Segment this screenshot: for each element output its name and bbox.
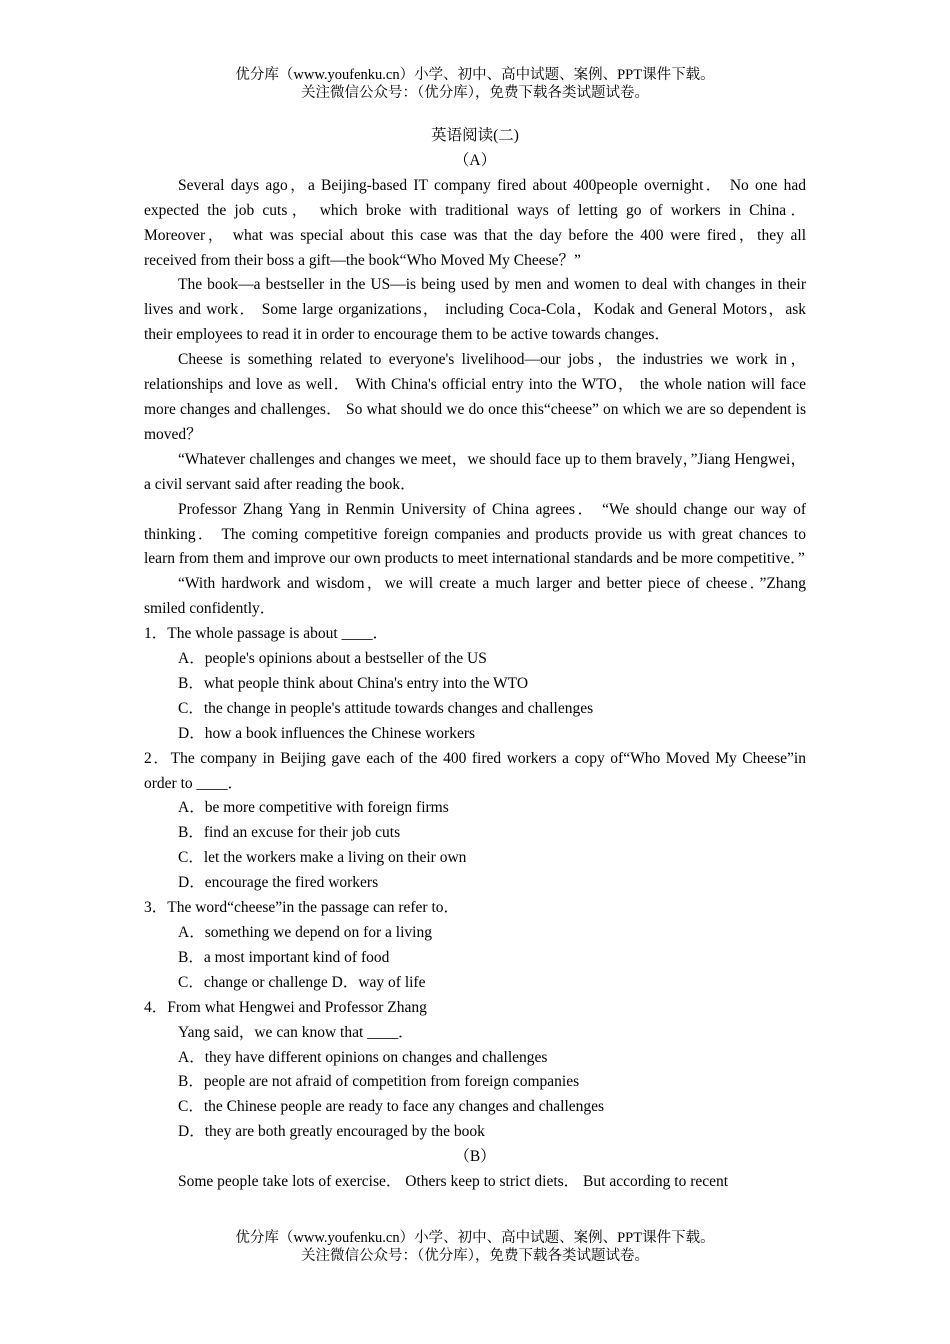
passage-paragraph: Professor Zhang Yang in Renmin University of China agrees． “We should change our way of thinking． The coming competitive foreign companies and products provide us with great chances to learn from them and improve our own products to meet international standards and be more competitive．”	[144, 500, 806, 568]
question-3-stem: 3．The word“cheese”in the passage can refer to．	[144, 899, 460, 917]
page-title: 英语阅读(二)	[431, 127, 519, 144]
footer-line-1: 优分库（www.youfenku.cn）小学、初中、高中试题、案例、PPT课件下载。	[235, 1230, 715, 1246]
question-4-option-c: C．the Chinese people are ready to face any changes and challenges	[178, 1098, 605, 1116]
footer-line-2: 关注微信公众号：（优分库），免费下载各类试题试卷。	[301, 1248, 649, 1264]
question-3-option-b: B．a most important kind of food	[178, 948, 390, 966]
question-1-option-c: C．the change in people's attitude towards changes and challenges	[178, 699, 594, 717]
question-1-option-a: A．people's opinions about a bestseller of the US	[178, 650, 487, 668]
passage-paragraph: “Whatever challenges and changes we meet，we should face up to them bravely，”Jiang Hengwei，a civil servant said after reading the book．	[144, 450, 806, 493]
question-2-option-a: A．be more competitive with foreign firms	[178, 799, 449, 817]
document-body	[144, 124, 806, 1195]
passage-paragraph: Cheese is something related to everyone's livelihood—our jobs，the industries we work in，relationships and love as well． With China's official entry into the WTO， the whole nation will face more changes and challenges． So what should we do once this“cheese” on which we are so dependent is moved？	[144, 351, 806, 443]
question-4-stem-continued: Yang said，we can know that ____．	[178, 1023, 414, 1041]
section-b-label: （B）	[454, 1148, 496, 1166]
question-2-option-b: B．find an excuse for their job cuts	[178, 824, 401, 842]
header-line-2: 关注微信公众号：（优分库），免费下载各类试题试卷。	[301, 85, 649, 101]
question-3-option-cd: C．change or challenge D．way of life	[178, 973, 426, 991]
passage-paragraph: The book—a bestseller in the US—is being used by men and women to deal with changes in their lives and work． Some large organizations， including Coca-Cola，Kodak and General Motors，ask their employees to read it in order to encourage them to be active towards changes．	[144, 276, 806, 344]
question-4-option-b: B．people are not afraid of competition from foreign companies	[178, 1073, 580, 1091]
question-4-option-d: D．they are both greatly encouraged by the book	[178, 1123, 485, 1141]
passage-b-first-line: Some people take lots of exercise． Others keep to strict diets． But according to recent	[178, 1173, 729, 1191]
question-1-stem: 1．The whole passage is about ____．	[144, 625, 389, 643]
question-2-stem: 2．The company in Beijing gave each of the 400 fired workers a copy of“Who Moved My Cheese”in order to ____．	[144, 749, 806, 792]
page-header	[0, 66, 950, 102]
question-2-option-c: C．let the workers make a living on their own	[178, 849, 467, 867]
question-4-stem: 4．From what Hengwei and Professor Zhang	[144, 998, 427, 1016]
question-1-option-d: D．how a book influences the Chinese workers	[178, 724, 476, 742]
passage-paragraph: “With hardwork and wisdom，we will create a much larger and better piece of cheese．”Zhang smiled confidently．	[144, 575, 806, 618]
question-3-option-a: A．something we depend on for a living	[178, 924, 432, 941]
passage-paragraph: Several days ago，a Beijing-based IT company fired about 400people overnight． No one had expected the job cuts， which broke with traditional ways of letting go of workers in China． Moreover， what was special about this case was that the day before the 400 were fired，they all received from their boss a gift—the book“Who Moved My Cheese？”	[144, 176, 806, 269]
question-1-option-b: B．what people think about China's entry into the WTO	[178, 674, 529, 692]
header-line-1: 优分库（www.youfenku.cn）小学、初中、高中试题、案例、PPT课件下载。	[235, 67, 715, 83]
section-a-label: （A）	[453, 151, 497, 169]
page-footer	[0, 1229, 950, 1265]
question-2-option-d: D．encourage the fired workers	[178, 874, 379, 892]
question-4-option-a: A．they have different opinions on changes and challenges	[178, 1048, 548, 1066]
